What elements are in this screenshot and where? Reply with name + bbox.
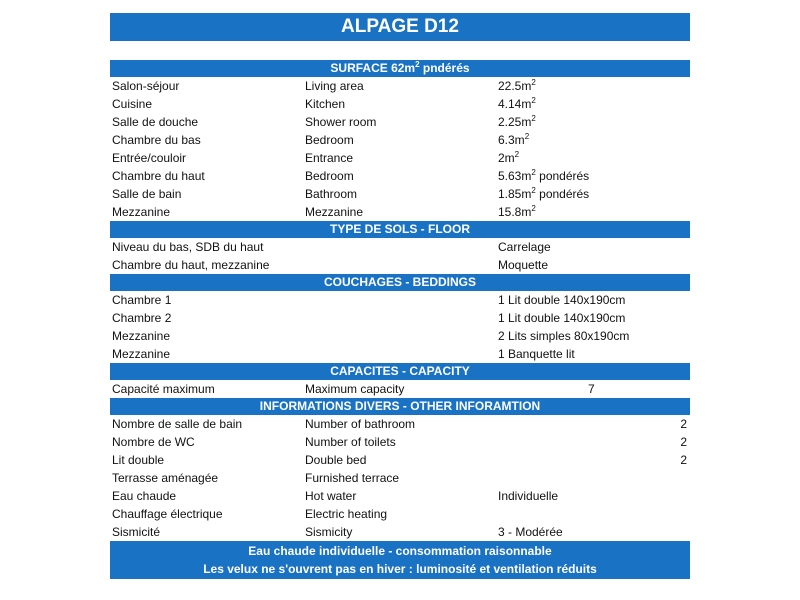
area-value: 2m	[498, 151, 515, 165]
area-sup: 2	[531, 186, 536, 195]
room-name-fr: Mezzanine	[112, 205, 171, 219]
room-name-fr: Chambre du haut	[112, 169, 205, 183]
surface-row	[110, 95, 690, 113]
room-name-fr: Chambre du bas	[112, 133, 201, 147]
floor-type: Moquette	[498, 258, 549, 272]
info-label-fr: Terrasse aménagée	[112, 471, 219, 485]
info-label-en: Electric heating	[305, 507, 388, 521]
area-value: 6.3m	[498, 133, 525, 147]
room-name-fr: Entrée/couloir	[112, 151, 187, 165]
area-value: 4.14m	[498, 97, 532, 111]
surface-row	[110, 131, 690, 149]
room-name-en: Bathroom	[305, 187, 358, 201]
room-area	[498, 77, 536, 95]
area-sup: 2	[514, 150, 520, 159]
info-row	[110, 451, 690, 469]
floor-row	[110, 256, 690, 274]
footer-line-2: Les velux ne s'ouvrent pas en hiver : luminosité et ventilation réduits	[203, 562, 597, 576]
area-sup: 2	[524, 132, 530, 141]
info-label-en: Hot water	[305, 489, 357, 503]
bedding-room: Mezzanine	[112, 329, 171, 343]
info-row	[110, 523, 690, 541]
info-label-fr: Nombre de WC	[112, 435, 195, 449]
info-count: 2	[680, 417, 687, 431]
surface-header-suffix: pndérés	[419, 61, 470, 75]
page-title: ALPAGE D12	[110, 13, 690, 41]
area-value: 1.85m	[498, 187, 532, 201]
info-label-en: Double bed	[305, 453, 367, 467]
footer-notes	[110, 541, 690, 579]
capacity-label-en: Maximum capacity	[305, 382, 405, 396]
section-header-surface	[110, 60, 690, 77]
floor-area-label: Niveau du bas, SDB du haut	[112, 240, 264, 254]
info-label-en: Sismicity	[305, 525, 353, 539]
room-name-en: Bedroom	[305, 169, 354, 183]
info-label-en: Furnished terrace	[305, 471, 400, 485]
info-label-fr: Chauffage électrique	[112, 507, 223, 521]
surface-row	[110, 167, 690, 185]
info-label-en: Number of toilets	[305, 435, 396, 449]
info-row	[110, 487, 690, 505]
info-row	[110, 415, 690, 433]
surface-row	[110, 113, 690, 131]
footer-line-1: Eau chaude individuelle - consommation raisonnable	[248, 544, 552, 558]
room-name-en: Living area	[305, 79, 364, 93]
surface-row	[110, 77, 690, 95]
bedding-room: Chambre 2	[112, 311, 172, 325]
room-name-en: Mezzanine	[305, 205, 364, 219]
room-area	[498, 95, 536, 113]
capacity-value: 7	[588, 382, 595, 396]
info-count: 2	[680, 435, 687, 449]
surface-row	[110, 185, 690, 203]
room-name-en: Shower room	[305, 115, 377, 129]
bedding-row	[110, 309, 690, 327]
info-label-fr: Lit double	[112, 453, 165, 467]
bedding-type: 1 Lit double 140x190cm	[498, 311, 626, 325]
bedding-type: 1 Lit double 140x190cm	[498, 293, 626, 307]
bedding-room: Chambre 1	[112, 293, 172, 307]
area-value: 22.5m	[498, 79, 532, 93]
floor-area-label: Chambre du haut, mezzanine	[112, 258, 270, 272]
info-label-fr: Nombre de salle de bain	[112, 417, 243, 431]
section-header-floor: TYPE DE SOLS - FLOOR	[110, 221, 690, 238]
room-name-fr: Cuisine	[112, 97, 153, 111]
area-sup: 2	[531, 96, 536, 105]
area-value: 5.63m	[498, 169, 532, 183]
room-name-fr: Salon-séjour	[112, 79, 180, 93]
area-sup: 2	[531, 168, 536, 177]
area-value: 15.8m	[498, 205, 532, 219]
room-name-en: Kitchen	[305, 97, 346, 111]
capacity-label-fr: Capacité maximum	[112, 382, 215, 396]
room-name-en: Bedroom	[305, 133, 354, 147]
surface-row	[110, 149, 690, 167]
section-header-capacity: CAPACITES - CAPACITY	[110, 363, 690, 380]
info-row	[110, 505, 690, 523]
bedding-row	[110, 327, 690, 345]
floor-type: Carrelage	[498, 240, 551, 254]
info-count: 2	[680, 453, 687, 467]
bedding-type: 2 Lits simples 80x190cm	[498, 329, 630, 343]
capacity-row	[110, 380, 690, 398]
spacer	[110, 41, 690, 60]
area-note: pondérés	[535, 187, 590, 201]
section-header-beddings: COUCHAGES - BEDDINGS	[110, 274, 690, 291]
surface-header-sup: 2	[415, 60, 420, 69]
surface-header-prefix: SURFACE 62m	[330, 61, 416, 75]
area-sup: 2	[531, 78, 536, 87]
bedding-row	[110, 345, 690, 363]
info-label-fr: Sismicité	[112, 525, 161, 539]
floor-row	[110, 238, 690, 256]
section-header-info: INFORMATIONS DIVERS - OTHER INFORAMTION	[110, 398, 690, 415]
room-name-fr: Salle de bain	[112, 187, 182, 201]
room-area	[498, 203, 536, 221]
room-name-en: Entrance	[305, 151, 354, 165]
info-row	[110, 469, 690, 487]
info-label-en: Number of bathroom	[305, 417, 416, 431]
bedding-type: 1 Banquette lit	[498, 347, 575, 361]
bedding-room: Mezzanine	[112, 347, 171, 361]
info-row	[110, 433, 690, 451]
room-area	[498, 113, 536, 131]
room-name-fr: Salle de douche	[112, 115, 199, 129]
area-sup: 2	[531, 114, 536, 123]
room-area	[498, 149, 519, 167]
property-sheet	[110, 13, 690, 579]
room-area	[498, 167, 589, 185]
area-note: pondérés	[535, 169, 590, 183]
info-text: 3 - Modérée	[498, 525, 563, 539]
surface-row	[110, 203, 690, 221]
bedding-row	[110, 291, 690, 309]
room-area	[498, 131, 529, 149]
info-label-fr: Eau chaude	[112, 489, 177, 503]
area-sup: 2	[531, 204, 536, 213]
area-value: 2.25m	[498, 115, 532, 129]
room-area	[498, 185, 589, 203]
info-text: Individuelle	[498, 489, 559, 503]
